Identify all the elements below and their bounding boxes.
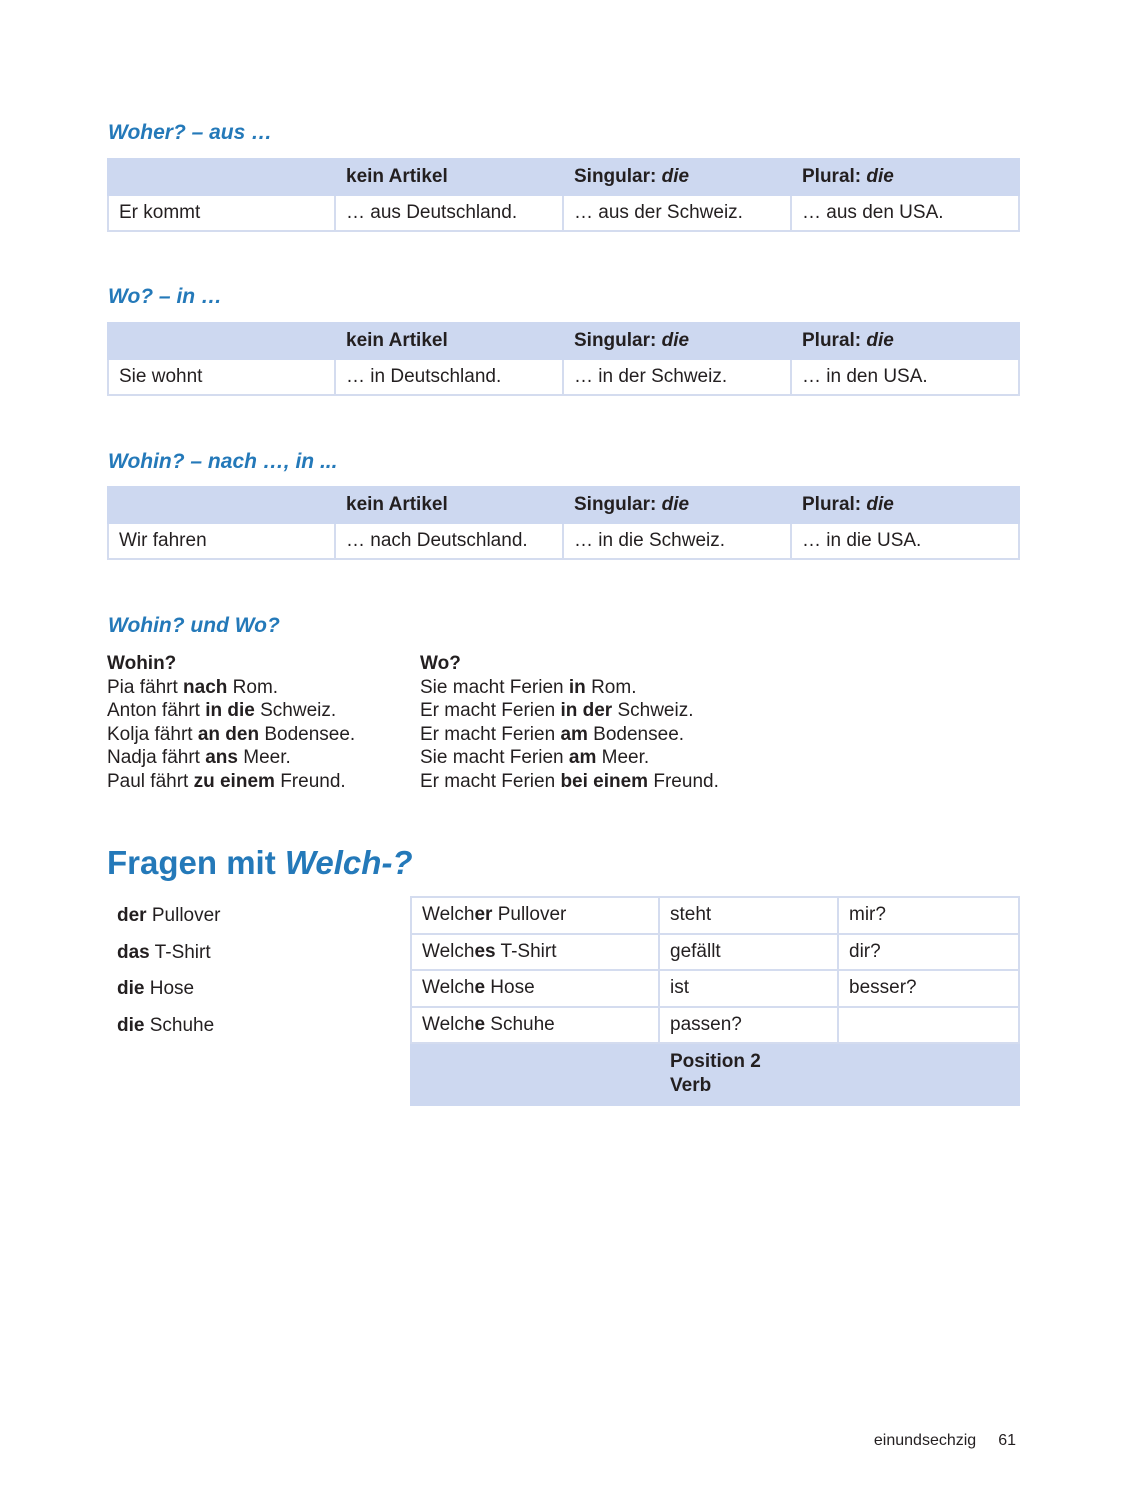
table-cell	[411, 1043, 659, 1105]
section-heading-wohin-und-wo: Wohin? und Wo?	[108, 614, 280, 637]
table-cell: … aus Deutschland.	[335, 195, 563, 231]
table-cell: Er kommt	[108, 195, 335, 231]
section-heading-wohin: Wohin? – nach …, in ...	[108, 450, 338, 473]
example-line: Paul fährt zu einem Freund.	[107, 770, 346, 792]
table-woher	[107, 158, 1020, 232]
table-row	[411, 1007, 1019, 1044]
example-line: Kolja fährt an den Bodensee.	[107, 723, 356, 745]
column-title: Wo?	[420, 653, 461, 674]
table-cell	[838, 1007, 1019, 1044]
table-wo	[107, 322, 1020, 396]
table-cell: Welche Hose	[411, 970, 659, 1007]
table-welch	[410, 896, 1020, 1106]
table-cell: passen?	[659, 1007, 838, 1044]
table-cell: Welche Schuhe	[411, 1007, 659, 1044]
table-header-row	[108, 159, 1019, 195]
table-cell: Wir fahren	[108, 523, 335, 559]
table-cell: … nach Deutschland.	[335, 523, 563, 559]
header-cell: Singular: die	[563, 323, 791, 359]
section-heading-woher: Woher? – aus …	[108, 121, 273, 144]
header-cell: Singular: die	[563, 159, 791, 195]
table-row	[108, 523, 1019, 559]
wohin-column	[107, 652, 355, 794]
page-footer	[874, 1432, 1016, 1450]
table-header-row	[108, 323, 1019, 359]
header-cell: kein Artikel	[335, 323, 563, 359]
header-cell	[108, 487, 335, 523]
table-cell: steht	[659, 897, 838, 934]
list-item: die Hose	[117, 978, 195, 999]
table-row	[108, 359, 1019, 395]
header-cell: Plural: die	[791, 323, 1019, 359]
table-cell: gefällt	[659, 934, 838, 971]
example-line: Sie macht Ferien am Meer.	[420, 747, 650, 769]
table-cell: mir?	[838, 897, 1019, 934]
wo-column	[420, 652, 719, 794]
header-cell: Plural: die	[791, 487, 1019, 523]
example-line: Er macht Ferien am Bodensee.	[420, 723, 685, 745]
header-cell: Singular: die	[563, 487, 791, 523]
table-cell: … in die Schweiz.	[563, 523, 791, 559]
table-cell: Welcher Pullover	[411, 897, 659, 934]
table-header-row	[108, 487, 1019, 523]
page-number: 61	[998, 1432, 1016, 1449]
table-row	[108, 195, 1019, 231]
table-cell: … in die USA.	[791, 523, 1019, 559]
page-title-welch: Fragen mit Welch-?	[107, 844, 413, 881]
header-cell: kein Artikel	[335, 159, 563, 195]
example-line: Er macht Ferien in der Schweiz.	[420, 700, 694, 722]
table-cell: dir?	[838, 934, 1019, 971]
table-cell: Sie wohnt	[108, 359, 335, 395]
example-line: Pia fährt nach Rom.	[107, 676, 279, 698]
list-item: das T-Shirt	[117, 941, 211, 963]
example-line: Er macht Ferien bei einem Freund.	[420, 770, 719, 792]
header-cell	[108, 159, 335, 195]
list-item: die Schuhe	[117, 1014, 215, 1036]
table-cell: besser?	[838, 970, 1019, 1007]
table-cell: ist	[659, 970, 838, 1007]
header-cell: kein Artikel	[335, 487, 563, 523]
table-row	[411, 897, 1019, 934]
list-item: der Pullover	[117, 905, 221, 926]
noun-list	[117, 898, 221, 1044]
table-cell: … in Deutschland.	[335, 359, 563, 395]
table-cell: … in der Schweiz.	[563, 359, 791, 395]
table-cell: … in den USA.	[791, 359, 1019, 395]
table-cell: … aus der Schweiz.	[563, 195, 791, 231]
table-wohin	[107, 486, 1020, 560]
position-label: Position 2 Verb	[659, 1043, 1019, 1105]
table-footer-row	[411, 1043, 1019, 1105]
table-row	[411, 970, 1019, 1007]
table-cell: Welches T-Shirt	[411, 934, 659, 971]
page-number-word: einundsechzig	[873, 1432, 977, 1449]
section-heading-wo: Wo? – in …	[108, 285, 222, 308]
table-row	[411, 934, 1019, 971]
example-line: Anton fährt in die Schweiz.	[107, 700, 337, 722]
example-line: Sie macht Ferien in Rom.	[420, 676, 637, 698]
example-line: Nadja fährt ans Meer.	[107, 747, 291, 769]
table-cell: … aus den USA.	[791, 195, 1019, 231]
header-cell	[108, 323, 335, 359]
column-title: Wohin?	[107, 653, 177, 674]
header-cell: Plural: die	[791, 159, 1019, 195]
